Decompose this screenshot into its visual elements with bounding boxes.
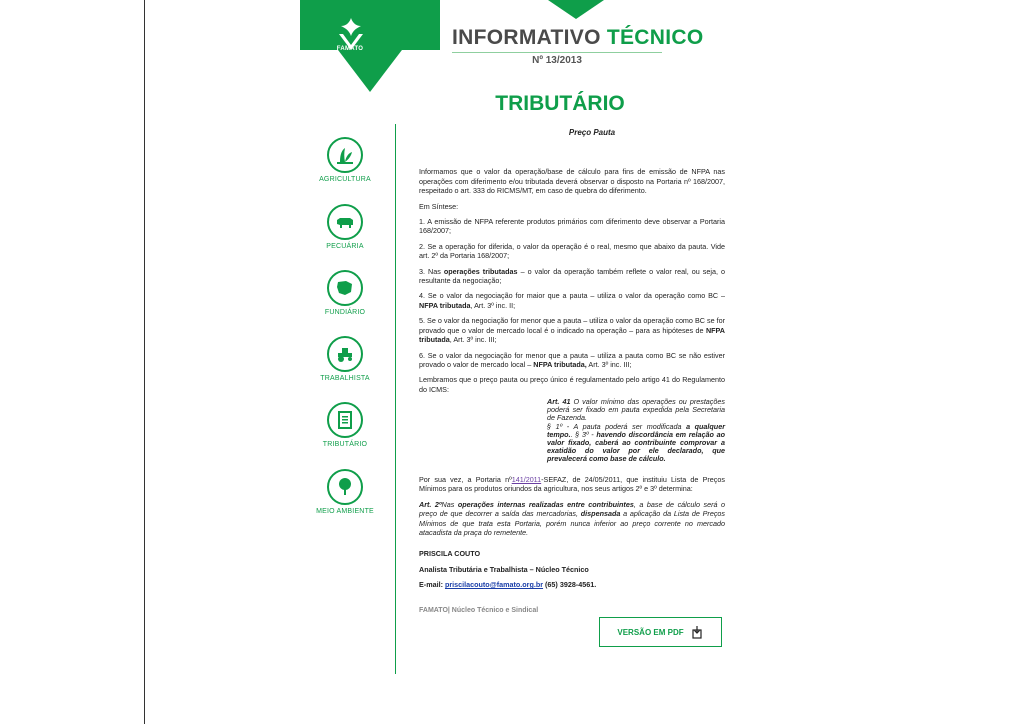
quote-emphasis: a qualquer tempo. [547,421,725,439]
phone-number: (65) 3928-4561. [543,580,597,590]
cattle-icon [327,204,363,240]
reminder-paragraph: Lembramos que o preço pauta ou preço único é regulamentado pelo artigo 41 do Regulamento do ICMS: [419,375,725,394]
sidebar-item-label: FUNDIÁRIO [324,309,366,316]
article-body-continued [419,475,725,590]
intro-paragraph: Informamos que o valor da operação/base de cálculo para fins de emissão de NFPA nas operações com diferimento e/ou tributada deverá observar o disposto na Portaria nº 168/2007, respeitado o art. 333 do RICMS/MT, em caso de quebra do diferimento. [419,167,725,196]
article-body [419,128,725,394]
item-text: 5. Se o valor da negociação for menor que a pauta – utiliza o valor da operação como BC se for provado que o valor de mercado local é o indicado na operação – para as hipóteses de [419,316,725,335]
tree-icon [327,469,363,505]
email-label: E-mail: [419,580,445,590]
item-text: – o valor da operação também reflete o valor real, ou seja, o resultante da negociação; [419,266,725,286]
document-icon [327,402,363,438]
quote-text: . § 3º - [570,429,597,439]
item-text: , Art. 3º inc. III; [449,335,497,345]
item-text: 6. Se o valor da negociação for menor que a pauta – utiliza a pauta como BC se não estiver provado o valor de mercado local – [419,350,725,369]
item-emphasis: NFPA tributada, [533,359,587,369]
item-text: 3. Nas [419,266,444,276]
sidebar-item-agricultura[interactable] [305,137,385,183]
paragraph-text: a aplicação da Lista de Preços Mínimos de que trata esta Portaria, porém nunca inferior ao preço corrente no mercado atacadista da praça do remetente. [419,509,726,538]
portaria-paragraph [419,475,725,494]
land-map-icon [327,270,363,306]
sidebar-item-label: TRIBUTÁRIO [322,441,368,448]
tractor-icon [327,336,363,372]
email-link[interactable]: priscilacouto@famato.org.br [444,580,544,590]
quote-emphasis: havendo discordância em relação ao valor fixado, caberá ao contribuinte comprovar a exatidão do valor por ele declarado, que prevalecerá como base de cálculo. [547,429,725,464]
item-text: , Art. 3º inc. II; [470,300,516,310]
article2-paragraph [419,500,725,538]
quote-text: § 1º - A pauta poderá ser modificada [547,421,687,431]
item-emphasis: NFPA tributada [419,325,725,345]
paragraph-emphasis: operações internas realizadas entre contribuintes [457,499,634,509]
sidebar-item-trabalhista[interactable] [305,336,385,382]
summary-item-1: 1. A emissão de NFPA referente produtos primários com diferimento deve observar a Portaria 168/2007; [419,217,725,236]
pdf-button-label: VERSÃO EM PDF [617,627,684,637]
summary-item-3 [419,267,725,286]
summary-item-2: 2. Se a operação for diferida, o valor da operação é o real, mesmo que abaixo da pauta. Vide art. 2º da Portaria 168/2007; [419,241,725,261]
title-main: INFORMATIVO [452,26,601,49]
sidebar-item-label: AGRICULTURA [319,176,371,183]
article2-number: Art. 2º [419,499,442,509]
item-emphasis: operações tributadas [443,266,518,276]
sidebar-item-label: TRABALHISTA [320,375,370,382]
sidebar-item-tributario[interactable] [305,402,385,448]
sidebar-item-label: MEIO AMBIENTE [316,508,374,515]
paragraph-emphasis: dispensada [580,509,621,519]
title-divider [452,52,662,53]
regulation-quote [547,398,725,464]
summary-item-6 [419,351,725,370]
logo-text: FAMATO [336,46,364,52]
summary-item-4 [419,291,725,310]
portaria-link[interactable]: 141/2011 [511,475,542,484]
item-emphasis: NFPA tributada [419,300,471,310]
sidebar-item-fundiario[interactable] [305,270,385,316]
paragraph-text: Por sua vez, a Portaria nº [419,475,512,484]
paragraph-text: -SEFAZ, de 24/05/2011, que instituiu Lista de Preços Mínimos para os produtos oriundos da agricultura, nos seus artigos 2º e 3º determina: [419,475,725,494]
quote-article: Art. 41 [547,397,571,406]
author-name: PRISCILA COUTO [419,549,481,559]
summary-heading: Em Síntese: [419,201,459,211]
item-text: 4. Se o valor da negociação for maior que a pauta – utiliza o valor da operação como BC – [419,291,725,301]
header-notch [548,0,604,19]
footer-note: FAMATO| Núcleo Técnico e Sindical [419,607,539,614]
sidebar-item-meio-ambiente[interactable] [305,469,385,515]
category-title: TRIBUTÁRIO [495,92,625,115]
quote-text: O valor mínimo das operações ou prestações poderá ser fixado em pauta expedida pela Secretaria de Fazenda. [547,397,725,423]
title-accent: TÉCNICO [606,26,704,49]
page-left-border [144,0,145,724]
paragraph-text: Nas [441,499,458,509]
pdf-download-icon [690,625,704,639]
issue-number: Nº 13/2013 [532,55,582,66]
pdf-version-button[interactable] [599,617,722,647]
agriculture-icon [327,137,363,173]
sidebar-item-pecuaria[interactable] [305,204,385,250]
page-title [452,26,703,50]
sidebar-item-label: PECUÁRIA [326,243,364,250]
item-text: Art. 3º inc. III; [586,359,632,369]
summary-item-5 [419,316,725,344]
author-contact [419,580,725,589]
article-subtitle: Preço Pauta [568,128,616,137]
paragraph-text: , a base de cálculo será o preço de que decorrer a saída das mercadorias, [419,499,726,519]
author-role: Analista Tributária e Trabalhista – Núcleo Técnico [419,564,589,574]
sidebar-divider [395,124,396,674]
